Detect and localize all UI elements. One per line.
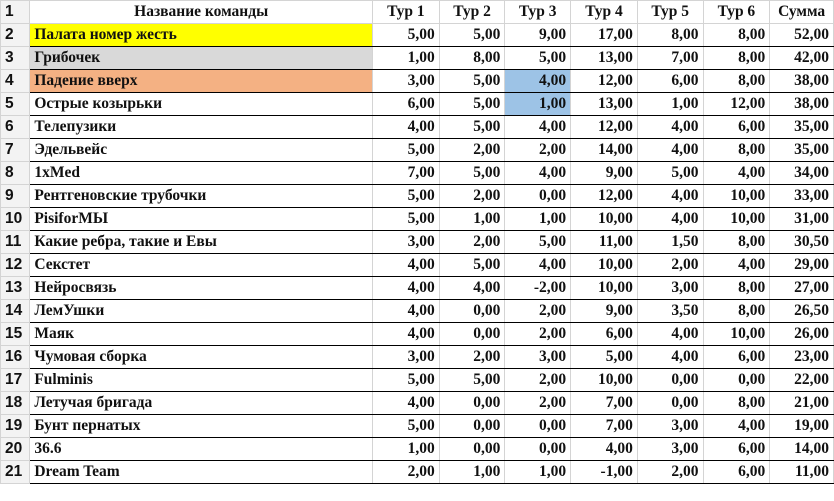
tour-1-cell[interactable]: 6,00 [373,93,440,116]
tour-2-cell[interactable]: 1,00 [439,461,505,484]
tour-1-cell[interactable]: 5,00 [373,185,440,208]
tour-4-cell[interactable]: 14,00 [571,139,638,162]
tour-5-cell[interactable]: 4,00 [637,139,703,162]
tour-5-cell[interactable]: 5,00 [637,162,703,185]
tour-6-cell[interactable]: 4,00 [703,254,770,277]
tour-3-cell[interactable]: 4,00 [505,116,571,139]
tour-5-cell[interactable]: 1,00 [637,93,703,116]
tour-4-cell[interactable]: 5,00 [571,346,638,369]
sum-cell[interactable]: 31,00 [770,208,834,231]
tour-3-cell[interactable]: 1,00 [505,208,571,231]
tour-4-cell[interactable]: 13,00 [571,47,638,70]
tour-2-cell[interactable]: 4,00 [439,277,505,300]
team-name-cell[interactable]: 1xMed [30,162,373,185]
team-name-cell[interactable]: Чумовая сборка [30,346,373,369]
table-row [1,346,834,369]
tour-3-cell[interactable]: 1,00 [505,461,571,484]
table-row [1,392,834,415]
tour-2-cell[interactable]: 0,00 [439,415,505,438]
team-name-cell[interactable]: Грибочек [30,47,373,70]
sum-cell[interactable]: 26,50 [770,300,834,323]
row-header[interactable]: 5 [1,93,30,116]
tour-6-cell[interactable]: 8,00 [703,70,770,93]
tour-6-cell[interactable]: 10,00 [703,185,770,208]
tour-1-cell[interactable]: 5,00 [373,415,440,438]
table-row [1,139,834,162]
team-name-cell[interactable]: Секстет [30,254,373,277]
tour-4-cell[interactable]: 13,00 [571,93,638,116]
tour-4-cell[interactable]: 7,00 [571,392,638,415]
tour-4-cell[interactable]: -1,00 [571,461,638,484]
sum-cell[interactable]: 11,00 [770,461,834,484]
tour-1-cell[interactable]: 1,00 [373,438,440,461]
tour-4-cell[interactable]: 9,00 [571,162,638,185]
tour-3-cell[interactable]: 1,00 [505,93,571,116]
tour-5-cell[interactable]: 1,50 [637,231,703,254]
tour-6-cell[interactable]: 8,00 [703,300,770,323]
tour-3-cell[interactable]: 2,00 [505,300,571,323]
tour-4-cell[interactable]: 10,00 [571,254,638,277]
tour-1-cell[interactable]: 5,00 [373,139,440,162]
tour-5-cell[interactable]: 3,00 [637,438,703,461]
header-row [1,1,834,24]
tour-2-cell[interactable]: 2,00 [439,231,505,254]
column-header-name[interactable]: Название команды [30,1,373,24]
table-row [1,47,834,70]
tour-2-cell[interactable]: 5,00 [439,93,505,116]
tour-2-cell[interactable]: 5,00 [439,254,505,277]
tour-1-cell[interactable]: 5,00 [373,208,440,231]
column-header-sum[interactable]: Сумма [770,1,834,24]
tour-3-cell[interactable]: 4,00 [505,162,571,185]
tour-3-cell[interactable]: 5,00 [505,231,571,254]
tour-4-cell[interactable]: 17,00 [571,24,638,47]
tour-2-cell[interactable]: 2,00 [439,346,505,369]
table-row [1,254,834,277]
sum-cell[interactable]: 42,00 [770,47,834,70]
table-row [1,369,834,392]
tour-1-cell[interactable]: 1,00 [373,47,440,70]
tour-4-cell[interactable]: 12,00 [571,116,638,139]
tour-3-cell[interactable]: 0,00 [505,438,571,461]
row-header[interactable]: 19 [1,415,30,438]
column-header-tour-5[interactable]: Тур 5 [637,1,703,24]
row-header[interactable]: 13 [1,277,30,300]
tour-6-cell[interactable]: 8,00 [703,392,770,415]
sum-cell[interactable]: 19,00 [770,415,834,438]
team-name-cell[interactable]: Dream Team [30,461,373,484]
sum-cell[interactable]: 30,50 [770,231,834,254]
sum-cell[interactable]: 22,00 [770,369,834,392]
tour-4-cell[interactable]: 12,00 [571,70,638,93]
team-name-cell[interactable]: Маяк [30,323,373,346]
tour-2-cell[interactable]: 5,00 [439,24,505,47]
team-name-cell[interactable]: Падение вверх [30,70,373,93]
tour-3-cell[interactable]: -2,00 [505,277,571,300]
tour-1-cell[interactable]: 4,00 [373,277,440,300]
tour-5-cell[interactable]: 6,00 [637,70,703,93]
tour-5-cell[interactable]: 4,00 [637,208,703,231]
sum-cell[interactable]: 38,00 [770,93,834,116]
team-name-cell[interactable]: Палата номер жесть [30,24,373,47]
tour-5-cell[interactable]: 0,00 [637,392,703,415]
tour-5-cell[interactable]: 0,00 [637,369,703,392]
sum-cell[interactable]: 34,00 [770,162,834,185]
tour-2-cell[interactable]: 8,00 [439,47,505,70]
tour-6-cell[interactable]: 6,00 [703,438,770,461]
table-row [1,323,834,346]
table-row [1,185,834,208]
sum-cell[interactable]: 52,00 [770,24,834,47]
tour-6-cell[interactable]: 6,00 [703,116,770,139]
sum-cell[interactable]: 27,00 [770,277,834,300]
table-row [1,231,834,254]
tour-5-cell[interactable]: 4,00 [637,185,703,208]
sum-cell[interactable]: 35,00 [770,116,834,139]
column-header-tour-4[interactable]: Тур 4 [571,1,638,24]
tour-6-cell[interactable]: 10,00 [703,323,770,346]
row-header[interactable]: 16 [1,346,30,369]
tour-4-cell[interactable]: 10,00 [571,277,638,300]
table-row [1,208,834,231]
tour-1-cell[interactable]: 5,00 [373,369,440,392]
table-row [1,277,834,300]
sum-cell[interactable]: 21,00 [770,392,834,415]
tour-6-cell[interactable]: 12,00 [703,93,770,116]
tour-5-cell[interactable]: 3,50 [637,300,703,323]
row-header[interactable]: 3 [1,47,30,70]
tour-3-cell[interactable]: 0,00 [505,185,571,208]
team-name-cell[interactable]: ЛемУшки [30,300,373,323]
column-header-tour-1[interactable]: Тур 1 [373,1,440,24]
team-name-cell[interactable]: Бунт пернатых [30,415,373,438]
tour-1-cell[interactable]: 4,00 [373,254,440,277]
team-name-cell[interactable]: Рентгеновские трубочки [30,185,373,208]
row-header[interactable]: 4 [1,70,30,93]
tour-3-cell[interactable]: 2,00 [505,392,571,415]
tour-2-cell[interactable]: 0,00 [439,323,505,346]
tour-1-cell[interactable]: 3,00 [373,70,440,93]
tour-5-cell[interactable]: 4,00 [637,323,703,346]
tour-3-cell[interactable]: 5,00 [505,47,571,70]
tour-2-cell[interactable]: 5,00 [439,162,505,185]
table-row [1,24,834,47]
row-header[interactable]: 11 [1,231,30,254]
row-header[interactable]: 1 [1,1,30,24]
table-row [1,300,834,323]
tour-6-cell[interactable]: 4,00 [703,415,770,438]
row-header[interactable]: 7 [1,139,30,162]
tour-2-cell[interactable]: 0,00 [439,392,505,415]
tour-2-cell[interactable]: 0,00 [439,300,505,323]
tour-4-cell[interactable]: 6,00 [571,323,638,346]
tour-3-cell[interactable]: 2,00 [505,323,571,346]
team-name-cell[interactable]: Fulminis [30,369,373,392]
tour-2-cell[interactable]: 5,00 [439,70,505,93]
tour-6-cell[interactable]: 4,00 [703,162,770,185]
tour-2-cell[interactable]: 5,00 [439,116,505,139]
tour-4-cell[interactable]: 10,00 [571,369,638,392]
tour-4-cell[interactable]: 10,00 [571,208,638,231]
tour-5-cell[interactable]: 3,00 [637,277,703,300]
tour-5-cell[interactable]: 2,00 [637,254,703,277]
sum-cell[interactable]: 29,00 [770,254,834,277]
table-row [1,415,834,438]
row-header[interactable]: 10 [1,208,30,231]
tour-3-cell[interactable]: 2,00 [505,139,571,162]
tour-4-cell[interactable]: 11,00 [571,231,638,254]
team-name-cell[interactable]: 36.6 [30,438,373,461]
tour-6-cell[interactable]: 8,00 [703,139,770,162]
sum-cell[interactable]: 23,00 [770,346,834,369]
tour-5-cell[interactable]: 4,00 [637,346,703,369]
row-header[interactable]: 12 [1,254,30,277]
row-header[interactable]: 17 [1,369,30,392]
table-row [1,438,834,461]
team-name-cell[interactable]: Острые козырьки [30,93,373,116]
tour-5-cell[interactable]: 8,00 [637,24,703,47]
team-name-cell[interactable]: Эдельвейс [30,139,373,162]
table-row [1,70,834,93]
tour-5-cell[interactable]: 2,00 [637,461,703,484]
tour-6-cell[interactable]: 8,00 [703,231,770,254]
tour-3-cell[interactable]: 0,00 [505,415,571,438]
column-header-tour-3[interactable]: Тур 3 [505,1,571,24]
tour-1-cell[interactable]: 3,00 [373,231,440,254]
tour-2-cell[interactable]: 5,00 [439,369,505,392]
team-name-cell[interactable]: Летучая бригада [30,392,373,415]
tour-6-cell[interactable]: 8,00 [703,47,770,70]
sum-cell[interactable]: 14,00 [770,438,834,461]
row-header[interactable]: 21 [1,461,30,484]
tour-1-cell[interactable]: 4,00 [373,116,440,139]
row-header[interactable]: 2 [1,24,30,47]
row-header[interactable]: 18 [1,392,30,415]
sum-cell[interactable]: 38,00 [770,70,834,93]
tour-1-cell[interactable]: 2,00 [373,461,440,484]
tour-5-cell[interactable]: 3,00 [637,415,703,438]
tour-2-cell[interactable]: 1,00 [439,208,505,231]
team-name-cell[interactable]: Телепузики [30,116,373,139]
grid-body [1,1,834,484]
tour-1-cell[interactable]: 4,00 [373,323,440,346]
tour-6-cell[interactable]: 10,00 [703,208,770,231]
sum-cell[interactable]: 35,00 [770,139,834,162]
table-row [1,116,834,139]
tour-2-cell[interactable]: 2,00 [439,185,505,208]
tour-2-cell[interactable]: 2,00 [439,139,505,162]
row-header[interactable]: 9 [1,185,30,208]
tour-3-cell[interactable]: 4,00 [505,70,571,93]
tour-4-cell[interactable]: 9,00 [571,300,638,323]
tour-5-cell[interactable]: 7,00 [637,47,703,70]
tour-6-cell[interactable]: 8,00 [703,277,770,300]
tour-1-cell[interactable]: 3,00 [373,346,440,369]
tour-1-cell[interactable]: 4,00 [373,392,440,415]
tour-5-cell[interactable]: 4,00 [637,116,703,139]
tour-3-cell[interactable]: 4,00 [505,254,571,277]
tour-1-cell[interactable]: 5,00 [373,24,440,47]
tour-1-cell[interactable]: 4,00 [373,300,440,323]
row-header[interactable]: 8 [1,162,30,185]
team-name-cell[interactable]: Какие ребра, такие и Евы [30,231,373,254]
team-name-cell[interactable]: PisiforМЫ [30,208,373,231]
tour-2-cell[interactable]: 0,00 [439,438,505,461]
tour-3-cell[interactable]: 9,00 [505,24,571,47]
tour-6-cell[interactable]: 6,00 [703,346,770,369]
row-header[interactable]: 20 [1,438,30,461]
tour-3-cell[interactable]: 3,00 [505,346,571,369]
tour-4-cell[interactable]: 4,00 [571,438,638,461]
tour-6-cell[interactable]: 6,00 [703,461,770,484]
tour-3-cell[interactable]: 2,00 [505,369,571,392]
tour-6-cell[interactable]: 0,00 [703,369,770,392]
row-header[interactable]: 6 [1,116,30,139]
sum-cell[interactable]: 26,00 [770,323,834,346]
table-row [1,162,834,185]
row-header[interactable]: 15 [1,323,30,346]
tour-1-cell[interactable]: 7,00 [373,162,440,185]
column-header-tour-6[interactable]: Тур 6 [703,1,770,24]
column-header-tour-2[interactable]: Тур 2 [439,1,505,24]
row-header[interactable]: 14 [1,300,30,323]
tour-4-cell[interactable]: 12,00 [571,185,638,208]
tour-6-cell[interactable]: 8,00 [703,24,770,47]
tour-4-cell[interactable]: 7,00 [571,415,638,438]
table-row [1,461,834,484]
sum-cell[interactable]: 33,00 [770,185,834,208]
team-name-cell[interactable]: Нейросвязь [30,277,373,300]
table-row [1,93,834,116]
